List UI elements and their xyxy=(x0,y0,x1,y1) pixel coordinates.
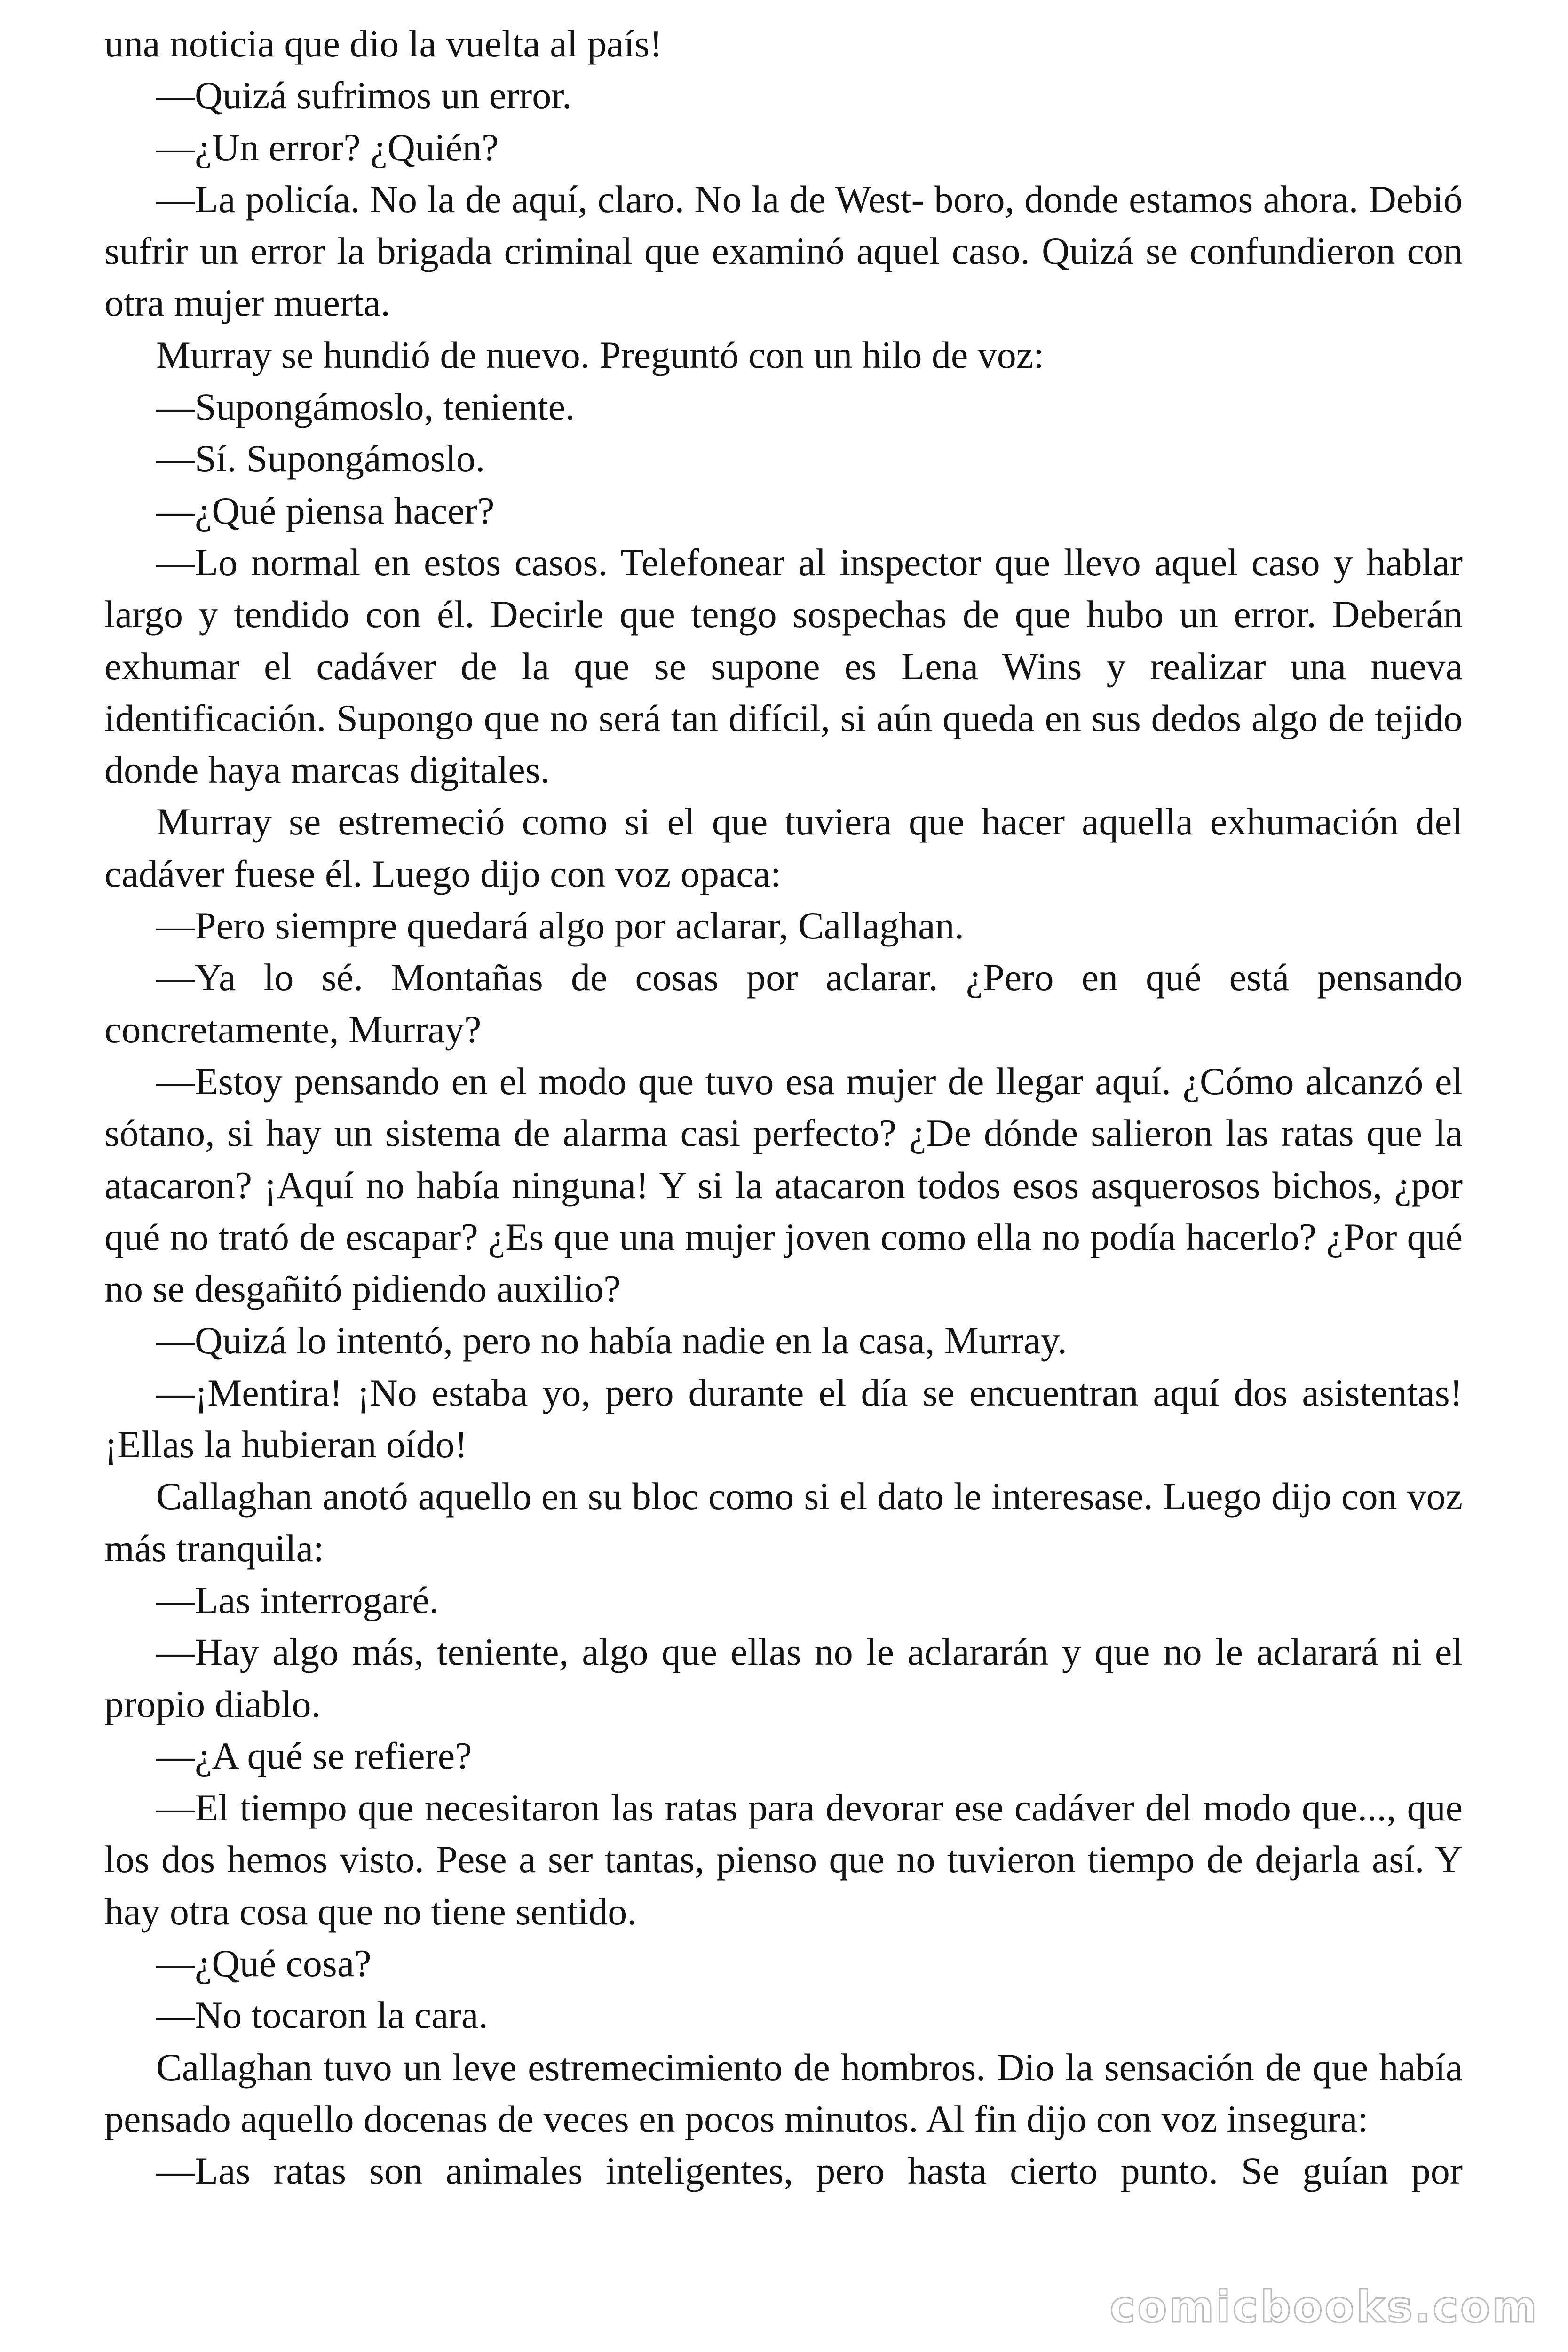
paragraph: Murray se estremeció como si el que tuviera que hacer aquella exhumación del cadáver fuese él. Luego dijo con voz opaca: xyxy=(104,800,1463,895)
paragraph: —¡Mentira! ¡No estaba yo, pero durante el día se encuentran aquí dos asistentas! ¡Ellas la hubieran oído! xyxy=(104,1371,1463,1466)
paragraph: —El tiempo que necesitaron las ratas para devorar ese cadáver del modo que..., que los dos hemos visto. Pese a ser tantas, pienso que no tuvieron tiempo de dejarla así. Y hay otra cosa que no tiene sentido. xyxy=(104,1786,1463,1933)
body-text xyxy=(104,18,1463,2197)
paragraph: —Ya lo sé. Montañas de cosas por aclarar. ¿Pero en qué está pensando concretamente, Murray? xyxy=(104,956,1463,1051)
paragraph: —La policía. No la de aquí, claro. No la de West- boro, donde estamos ahora. Debió sufrir un error la brigada criminal que examinó aquel caso. Quizá se confundieron con otra mujer muerta. xyxy=(104,177,1463,325)
paragraph: —No tocaron la cara. xyxy=(156,1994,488,2037)
paragraph: —Pero siempre quedará algo por aclarar, Callaghan. xyxy=(156,904,964,947)
paragraph: una noticia que dio la vuelta al país! xyxy=(104,22,663,65)
paragraph: —Las interrogaré. xyxy=(156,1578,439,1621)
paragraph: —¿Qué cosa? xyxy=(156,1941,372,1985)
paragraph: —Supongámoslo, teniente. xyxy=(156,385,575,429)
paragraph: —¿Un error? ¿Quién? xyxy=(156,126,499,169)
paragraph: —Estoy pensando en el modo que tuvo esa mujer de llegar aquí. ¿Cómo alcanzó el sótano, si hay un sistema de alarma casi perfecto? ¿De dónde salieron las ratas que la atacaron? ¡Aquí no había ninguna! Y si la atacaron todos esos asquerosos bichos, ¿por qué no trató de escapar? ¿Es que una mujer joven como ella no podía hacerlo? ¿Por qué no se desgañitó pidiendo auxilio? xyxy=(104,1059,1463,1311)
paragraph: Callaghan tuvo un leve estremecimiento de hombros. Dio la sensación de que había pensado aquello docenas de veces en pocos minutos. Al fin dijo con voz insegura: xyxy=(104,2045,1463,2140)
paragraph: —Lo normal en estos casos. Telefonear al inspector que llevo aquel caso y hablar largo y tendido con él. Decirle que tengo sospechas de que hubo un error. Deberán exhumar el cadáver de la que se supone es Lena Wins y realizar una nueva identificación. Supongo que no será tan difícil, si aún queda en sus dedos algo de tejido donde haya marcas digitales. xyxy=(104,540,1463,792)
paragraph: Callaghan anotó aquello en su bloc como si el dato le interesase. Luego dijo con voz más tranquila: xyxy=(104,1475,1463,1570)
paragraph: —¿Qué piensa hacer? xyxy=(156,489,495,532)
paragraph: —Hay algo más, teniente, algo que ellas no le aclararán y que no le aclarará ni el propio diablo. xyxy=(104,1630,1463,1725)
paragraph: —Las ratas son animales inteligentes, pero hasta cierto punto. Se guían por xyxy=(156,2149,1463,2193)
watermark-logo: comicbooks.com xyxy=(1109,2282,1539,2332)
paragraph: —¿A qué se refiere? xyxy=(156,1734,472,1777)
paragraph: Murray se hundió de nuevo. Preguntó con un hilo de voz: xyxy=(156,333,1044,376)
paragraph: —Sí. Supongámoslo. xyxy=(156,437,485,480)
paragraph: —Quizá sufrimos un error. xyxy=(156,74,572,117)
paragraph: —Quizá lo intentó, pero no había nadie en la casa, Murray. xyxy=(156,1319,1067,1362)
